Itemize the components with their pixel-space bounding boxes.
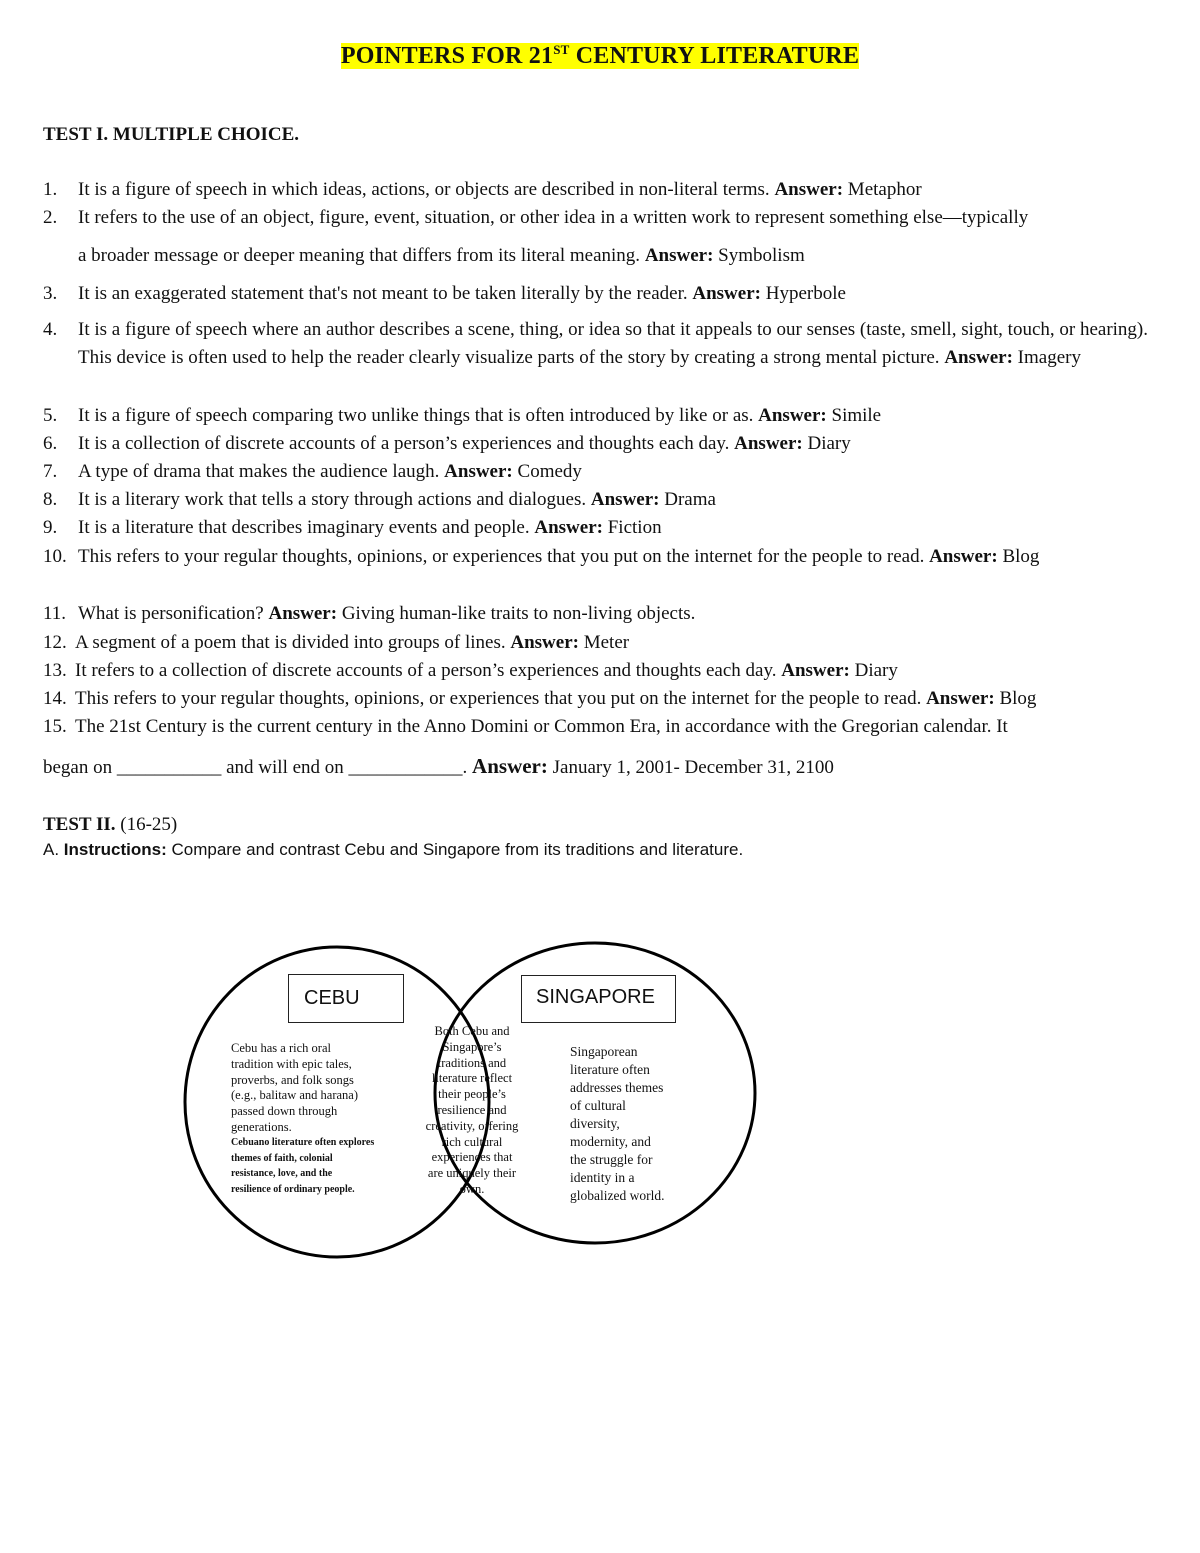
question-6: 6. It is a collection of discrete accounts of a person’s experiences and thoughts each day. Answer: Diary bbox=[43, 433, 851, 454]
cebu-label-box: CEBU bbox=[288, 974, 404, 1023]
question-7: 7. A type of drama that makes the audience laugh. Answer: Comedy bbox=[43, 461, 582, 482]
test2-instructions: A. Instructions: Compare and contrast Cebu and Singapore from its traditions and literature. bbox=[43, 840, 744, 859]
test2-heading: TEST II. (16-25) bbox=[43, 814, 178, 835]
cebu-literature-description: Cebuano literature often explores themes of faith, colonial resistance, love, and the resilience of ordinary people. bbox=[231, 1137, 375, 1195]
page-title: POINTERS FOR 21ST CENTURY LITERATURE bbox=[340, 42, 860, 69]
singapore-label-box: SINGAPORE bbox=[521, 975, 676, 1023]
question-10: 10. This refers to your regular thoughts, opinions, or experiences that you put on the internet for the people to read. Answer: Blog bbox=[43, 546, 1040, 567]
question-5: 5. It is a figure of speech comparing two unlike things that is often introduced by like or as. Answer: Simile bbox=[43, 405, 882, 426]
question-8: 8. It is a literary work that tells a story through actions and dialogues. Answer: Drama bbox=[43, 489, 716, 510]
question-2: 2. It refers to the use of an object, figure, event, situation, or other idea in a written work to represent something else—typically a broader message or deeper meaning that differs from its literal meaning. Answer: Symbolism bbox=[43, 207, 1029, 266]
question-13: 13. It refers to a collection of discrete accounts of a person’s experiences and thoughts each day. Answer: Diary bbox=[43, 660, 898, 681]
question-14: 14. This refers to your regular thoughts, opinions, or experiences that you put on the internet for the people to read. Answer: Blog bbox=[43, 688, 1037, 709]
question-12: 12. A segment of a poem that is divided into groups of lines. Answer: Meter bbox=[43, 632, 630, 653]
question-15-continued: began on ___________ and will end on ____________. Answer: January 1, 2001- December 31, 2100 bbox=[43, 754, 834, 778]
singapore-description: Singaporean literature often addresses themes of cultural diversity, modernity, and the struggle for identity in a globalized world. bbox=[570, 1044, 665, 1203]
question-15: 15. The 21st Century is the current century in the Anno Domini or Common Era, in accordance with the Gregorian calendar. It bbox=[43, 716, 1008, 737]
question-1: 1. It is a figure of speech in which ideas, actions, or objects are described in non-literal terms. Answer: Metaphor bbox=[43, 179, 922, 200]
test1-heading: TEST I. MULTIPLE CHOICE. bbox=[43, 124, 300, 145]
cebu-description: Cebu has a rich oral tradition with epic tales, proverbs, and folk songs (e.g., balitaw and harana) passed down through generations. bbox=[231, 1041, 359, 1134]
shared-description: Both Cebu and Singapore’s traditions and literature reflect their people’s resilience and creativity, offering rich cultural experiences that are uniquely their own. bbox=[425, 1024, 519, 1196]
question-11: 11. What is personification? Answer: Giving human-like traits to non-living objects. bbox=[43, 603, 696, 624]
question-4: 4. It is a figure of speech where an author describes a scene, thing, or idea so that it appeals to our senses (taste, smell, sight, touch, or hearing). This device is often used to help the reader clearly visualize parts of the story by creating a strong mental picture. Answer: Imagery bbox=[43, 319, 1149, 368]
question-3: 3. It is an exaggerated statement that's not meant to be taken literally by the reader. Answer: Hyperbole bbox=[43, 283, 846, 304]
question-9: 9. It is a literature that describes imaginary events and people. Answer: Fiction bbox=[43, 517, 662, 538]
